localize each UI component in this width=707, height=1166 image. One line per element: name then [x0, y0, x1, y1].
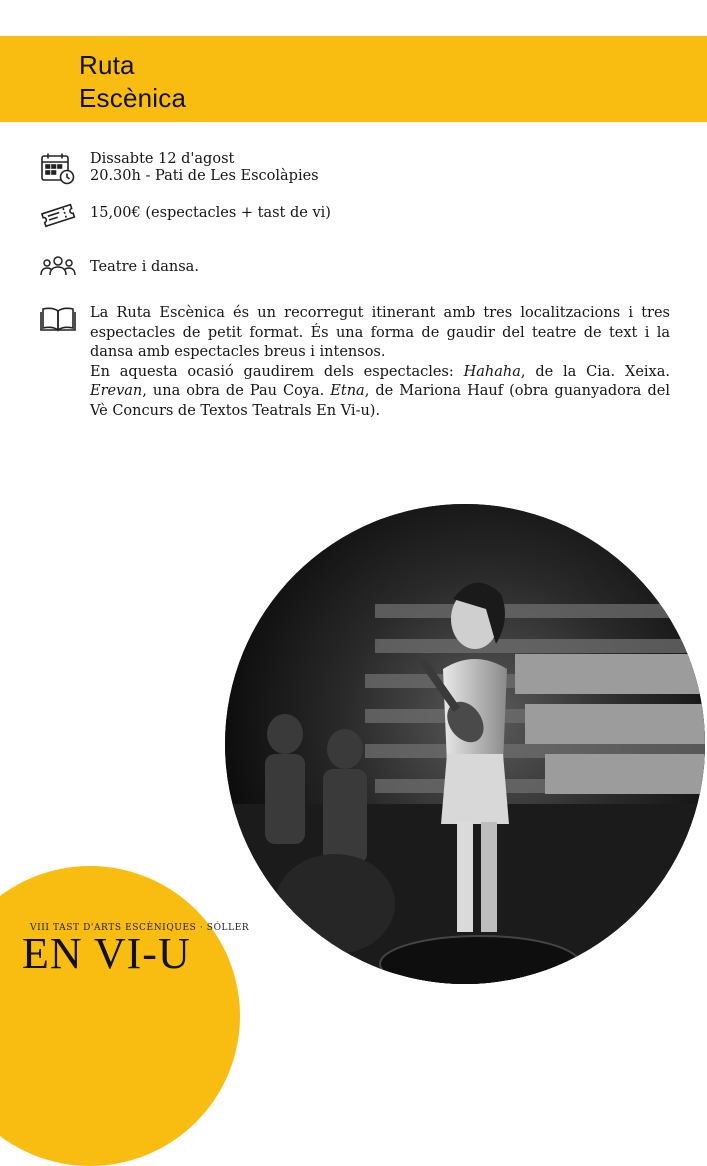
show-title-3: Etna — [330, 383, 365, 399]
open-book-icon — [40, 306, 76, 336]
show-title-1: Hahaha — [463, 363, 521, 380]
performer-photo — [225, 504, 705, 984]
description-paragraph-1: La Ruta Escènica és un recorregut itinerant amb tres localitzacions i tres espectacles de petit format. És una forma de gaudir del teatre de text i la dansa amb espectacles breus i intensos. — [90, 305, 670, 360]
description-intro: En aquesta ocasió gaudirem dels espectacles: — [90, 363, 464, 380]
description-paragraph-2 — [90, 363, 670, 422]
logo-name: EN VI-U — [22, 929, 191, 978]
calendar-clock-icon — [40, 152, 76, 190]
event-description — [90, 304, 670, 421]
event-genre: Teatre i dansa. — [90, 259, 199, 275]
event-date: Dissabte 12 d'agost — [90, 151, 235, 167]
description-company: , de la Cia. Xeixa. — [520, 363, 670, 380]
page-title-line-1: Ruta — [79, 50, 135, 80]
description-author: , una obra de Pau Coya. — [142, 383, 331, 399]
logo-background — [0, 866, 240, 1166]
page-title-line-2: Escènica — [79, 83, 187, 113]
description-award: , de Mariona Hauf (obra guanyadora del Vè Concurs de Textos Teatrals En Vi-u). — [90, 383, 670, 419]
audience-icon — [40, 255, 76, 281]
event-time-place: 20.30h - Pati de Les Escolàpies — [90, 168, 319, 184]
header-band — [0, 36, 707, 122]
ticket-icon — [40, 202, 76, 232]
event-price: 15,00€ (espectacles + tast de vi) — [90, 205, 331, 221]
logo-subtitle: VIII TAST D'ARTS ESCÈNIQUES · SÓLLER — [30, 923, 250, 933]
show-title-2: Erevan — [90, 383, 143, 399]
